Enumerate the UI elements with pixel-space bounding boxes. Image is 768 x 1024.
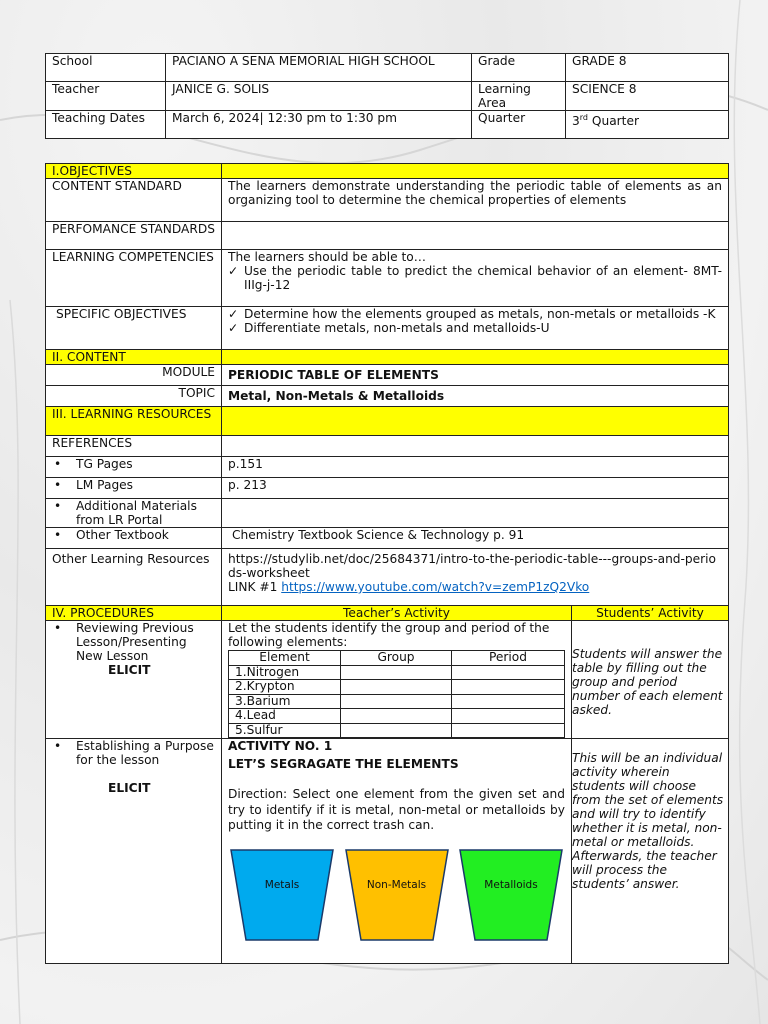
table-row: 3.Barium [229, 694, 341, 709]
topic-value: Metal, Non-Metals & Metalloids [222, 386, 729, 407]
references-label: REFERENCES [46, 436, 222, 457]
learning-competencies-label: LEARNING COMPETENCIES [46, 250, 222, 307]
teaching-dates-value: March 6, 2024| 12:30 pm to 1:30 pm [166, 111, 472, 139]
activity-direction: Direction: Select one element from the given set and try to identify if it is metal, non-metal or metalloids by putting it in the correct trash can. [228, 787, 565, 832]
module-value: PERIODIC TABLE OF ELEMENTS [222, 365, 729, 386]
trash-bin-metals[interactable] [230, 848, 334, 942]
trash-bin-icon [459, 848, 563, 942]
performance-standards-value [222, 222, 729, 250]
step1-label: • Reviewing Previous Lesson/Presenting New Lesson ELICIT [46, 621, 222, 739]
table-row: 5.Sulfur [229, 723, 341, 738]
teacher-value: JANICE G. SOLIS [166, 82, 472, 111]
step2-students-activity: This will be an individual activity wherein students will choose from the set of elements and will try to identify whether it is metal, non-metal or metalloids. Afterwards, the teacher will process the students’ answer. [572, 739, 729, 964]
tg-pages-value: p.151 [222, 457, 729, 478]
group-cell[interactable] [341, 665, 452, 680]
step2-phase: ELICIT [108, 781, 151, 795]
group-col-header: Group [341, 651, 452, 666]
specific-objectives-value: ✓ Determine how the elements grouped as metals, non-metals or metalloids -K ✓ Differentiate metals, non-metals and metalloids-U [222, 307, 729, 350]
period-cell[interactable] [452, 680, 565, 695]
group-cell[interactable] [341, 723, 452, 738]
period-cell[interactable] [452, 723, 565, 738]
lesson-plan-table [45, 163, 729, 964]
teacher-activity-heading: Teacher’s Activity [222, 606, 572, 621]
content-heading: II. CONTENT [46, 350, 222, 365]
topic-label: TOPIC [46, 386, 222, 407]
other-textbook-label: • Other Textbook [46, 528, 222, 549]
teacher-label: Teacher [46, 82, 166, 111]
check-icon: ✓ [228, 321, 239, 335]
trash-bin-metalloids[interactable] [459, 848, 563, 942]
youtube-link[interactable]: https://www.youtube.com/watch?v=zemP1zQ2Vko [281, 580, 590, 594]
table-row: 1.Nitrogen [229, 665, 341, 680]
learning-area-label: Learning Area [472, 82, 566, 111]
trash-bin-non-metals[interactable] [345, 848, 449, 942]
step1-teacher-activity: Let the students identify the group and period of the following elements: Element Group Period 1.Nitrogen 2.Krypton 3.Barium 4.Lead 5.Sulfur [222, 621, 572, 739]
check-icon: ✓ [228, 264, 239, 278]
learning-area-value: SCIENCE 8 [566, 82, 729, 111]
period-cell[interactable] [452, 709, 565, 724]
group-cell[interactable] [341, 694, 452, 709]
additional-materials-label: • Additional Materials from LR Portal [46, 499, 222, 528]
other-textbook-value: Chemistry Textbook Science & Technology p. 91 [222, 528, 729, 549]
trash-bin-icon [345, 848, 449, 942]
students-activity-heading: Students’ Activity [572, 606, 729, 621]
performance-standards-label: PERFOMANCE STANDARDS [46, 222, 222, 250]
learning-resources-heading: III. LEARNING RESOURCES [46, 407, 222, 436]
table-row: 4.Lead [229, 709, 341, 724]
learning-competencies-value: The learners should be able to… ✓ Use the periodic table to predict the chemical behavior of an element- 8MT-IIIg-j-12 [222, 250, 729, 307]
objectives-heading: I.OBJECTIVES [46, 164, 222, 179]
trash-bin-icon [230, 848, 334, 942]
procedures-heading: IV. PROCEDURES [46, 606, 222, 621]
trash-bin-label: Metals [264, 878, 300, 891]
module-label: MODULE [46, 365, 222, 386]
school-value: PACIANO A SENA MEMORIAL HIGH SCHOOL [166, 54, 472, 82]
check-icon: ✓ [228, 307, 239, 321]
step2-label: • Establishing a Purpose for the lesson ELICIT [46, 739, 222, 964]
element-table [228, 650, 565, 738]
trash-bin-label: Non-Metals [366, 878, 427, 891]
group-cell[interactable] [341, 680, 452, 695]
quarter-label: Quarter [472, 111, 566, 139]
trash-bins [230, 848, 563, 942]
group-cell[interactable] [341, 709, 452, 724]
other-resources-value: https://studylib.net/doc/25684371/intro-to-the-periodic-table---groups-and-periods-worksheet LINK #1 https://www.youtube.com/watch?v=zemP1zQ2Vko [222, 549, 729, 606]
period-cell[interactable] [452, 694, 565, 709]
grade-value: GRADE 8 [566, 54, 729, 82]
grade-label: Grade [472, 54, 566, 82]
teaching-dates-label: Teaching Dates [46, 111, 166, 139]
other-resources-label: Other Learning Resources [46, 549, 222, 606]
step2-teacher-activity [222, 739, 572, 964]
lm-pages-label: • LM Pages [46, 478, 222, 499]
step1-students-activity: Students will answer the table by filling out the group and period number of each element asked. [572, 621, 729, 739]
activity-subtitle: LET’S SEGRAGATE THE ELEMENTS [228, 757, 459, 771]
specific-objectives-label: SPECIFIC OBJECTIVES [46, 307, 222, 350]
school-label: School [46, 54, 166, 82]
header-table [45, 53, 729, 139]
tg-pages-label: • TG Pages [46, 457, 222, 478]
content-standard-label: CONTENT STANDARD [46, 179, 222, 222]
activity-title: ACTIVITY NO. 1 [228, 739, 333, 753]
quarter-value: 3rd Quarter [566, 111, 729, 139]
period-col-header: Period [452, 651, 565, 666]
step1-phase: ELICIT [108, 663, 151, 677]
element-col-header: Element [229, 651, 341, 666]
content-standard-value: The learners demonstrate understanding the periodic table of elements as an organizing tool to determine the chemical properties of elements [222, 179, 729, 222]
trash-bin-label: Metalloids [484, 878, 538, 891]
lm-pages-value: p. 213 [222, 478, 729, 499]
period-cell[interactable] [452, 665, 565, 680]
table-row: 2.Krypton [229, 680, 341, 695]
